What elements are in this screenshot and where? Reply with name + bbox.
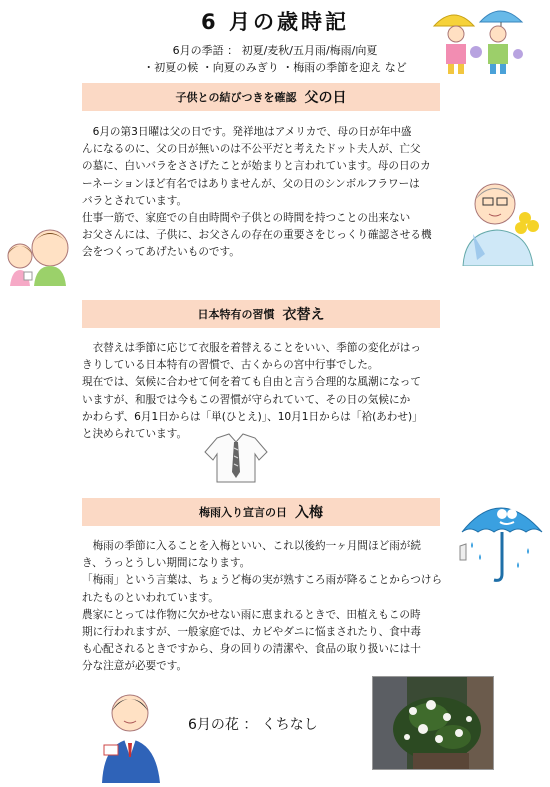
section-band-title: 父の日 xyxy=(304,90,347,106)
shirt-illustration xyxy=(203,432,269,484)
section-band-koromogae xyxy=(82,300,440,328)
section-band-title: 入梅 xyxy=(295,505,323,521)
section-band-nyubai xyxy=(82,498,440,526)
gardenia-image xyxy=(373,677,493,769)
section-body-nyubai: 梅雨の季節に入ることを入梅といい、これ以後約一ヶ月間ほど雨が続 き、うっとうしい期間になります。 「梅雨」という言葉は、ちょうど梅の実が熟すころ雨が降ることからつけら れたものといわれています。 農家にとっては作物に欠かせない雨に恵まれるときで、田植えもこの時 期に行われますが、一般家庭では、カビやダニに悩まされたり、食中毒 も心配されるときですから、身の回りの清潔や、食品の取り扱いには十 分な注意が必要です。 xyxy=(82,540,443,673)
kids-with-umbrellas-illustration xyxy=(428,2,528,76)
section-band-small-label: 日本特有の習慣 xyxy=(197,308,275,321)
children-illustration xyxy=(2,222,74,286)
umbrella-illustration xyxy=(456,488,546,584)
section-band-fathers-day xyxy=(82,83,440,111)
section-body-koromogae: 衣替えは季節に応じて衣服を着替えることをいい、季節の変化がはっ きりしている日本特有の習慣で、古くからの宮中行事でした。 現在では、気候に合わせて何を着ても自由と言う合理的な風潮になって いますが、和服では今もこの習慣が守られていて、その日の気候にか かわらず、6月1日からは「単(ひとえ)」、10月1日からは「袷(あわせ)」 と決められています。 xyxy=(82,342,423,441)
section-band-title: 衣替え xyxy=(282,307,325,323)
flower-label: 6月の花 ： くちなし xyxy=(188,717,318,733)
section-body-fathers-day: 6月の第3日曜は父の日です。発祥地はアメリカで、母の日が年中盛 んになるのに、父の日が無いのは不公平だと考えたドット夫人が、亡父 の墓に、白いバラをささげたことが始まりと言われています。母の日のカ ーネーションほど有名ではありませんが、父の日のシンボルフラワーは バラとされています。 仕事一筋で、家庭での自由時間や子供との時間を持つことの出来ない お父さんには、子供に、お父さんの存在の重要さをじっくり確認させる機 会をつくってあげたいものです。 xyxy=(82,126,432,259)
section-band-small-label: 梅雨入り宣言の日 xyxy=(199,506,287,519)
section-band-small-label: 子供との結びつきを確認 xyxy=(175,91,297,104)
father-with-flowers-illustration xyxy=(455,174,543,266)
gardenia-photo xyxy=(372,676,494,770)
businessman-illustration xyxy=(96,687,166,783)
seasonal-words-line1: 6月の季語 ： 初夏/麦秋/五月雨/梅雨/向夏 xyxy=(172,44,378,57)
seasonal-words-line2: ・初夏の候 ・向夏のみぎり ・梅雨の季節を迎え など xyxy=(143,61,407,74)
page-title: 6 月の歳時記 xyxy=(201,10,349,34)
